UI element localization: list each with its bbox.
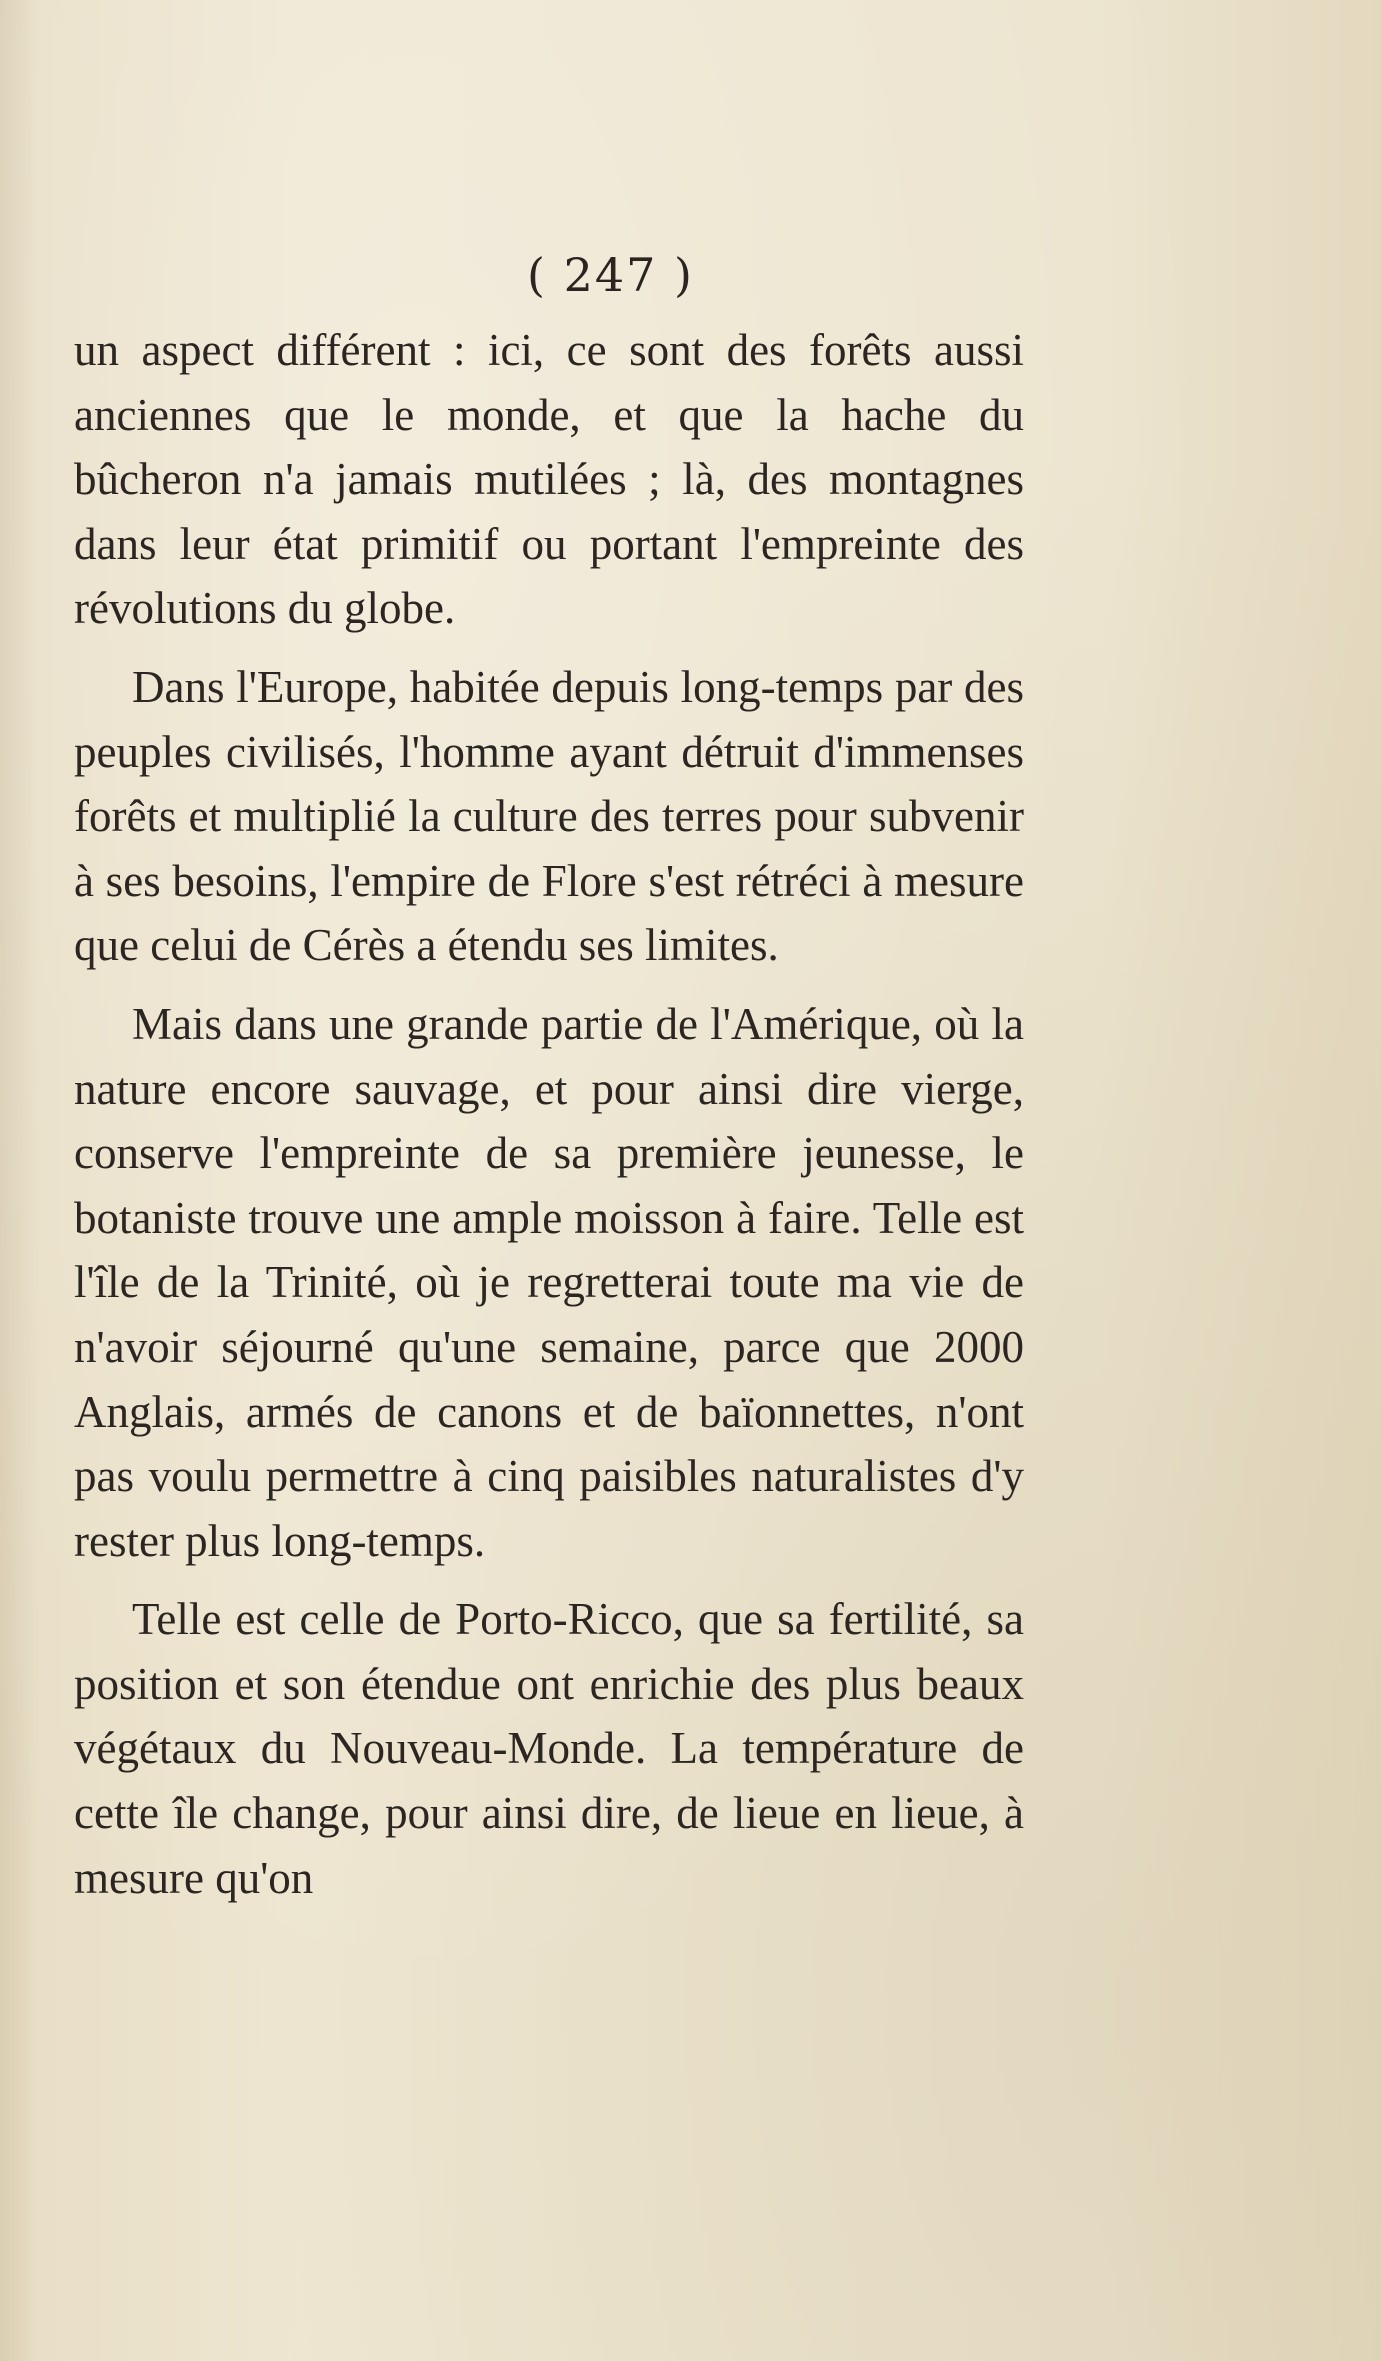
paragraph-2: Dans l'Europe, habitée depuis long-temps par des peuples civilisés, l'homme ayant détruit d'immenses forêts et multiplié la culture des terres pour subvenir à ses besoins, l'empire de Flore s'est rétréci à mesure que celui de Cérès a étendu ses limites. <box>74 661 1024 971</box>
paragraph-4: Telle est celle de Porto-Ricco, que sa fertilité, sa position et son étendue ont enrichie des plus beaux végétaux du Nouveau-Monde. La température de cette île change, pour ainsi dire, de lieue en lieue, à mesure qu'on <box>74 1594 1024 1903</box>
page-number: ( 247 ) <box>527 248 694 302</box>
paragraph-3: Mais dans une grande partie de l'Amérique, où la nature encore sauvage, et pour ainsi dire vierge, conserve l'empreinte de sa première jeunesse, le botaniste trouve une ample moisson à faire. Telle est l'île de la Trinité, où je regretterai toute ma vie de n'avoir séjourné qu'une semaine, parce que 2000 Anglais, armés de canons et de baïonnettes, n'ont pas voulu permettre à cinq paisibles naturalistes d'y rester plus long-temps. <box>74 998 1024 1566</box>
paragraph-1: un aspect différent : ici, ce sont des forêts aussi anciennes que le monde, et que la hache du bûcheron n'a jamais mutilées ; là, des montagnes dans leur état primitif ou portant l'empreinte des révolutions du globe. <box>74 325 1024 634</box>
body-text <box>74 318 1024 1910</box>
